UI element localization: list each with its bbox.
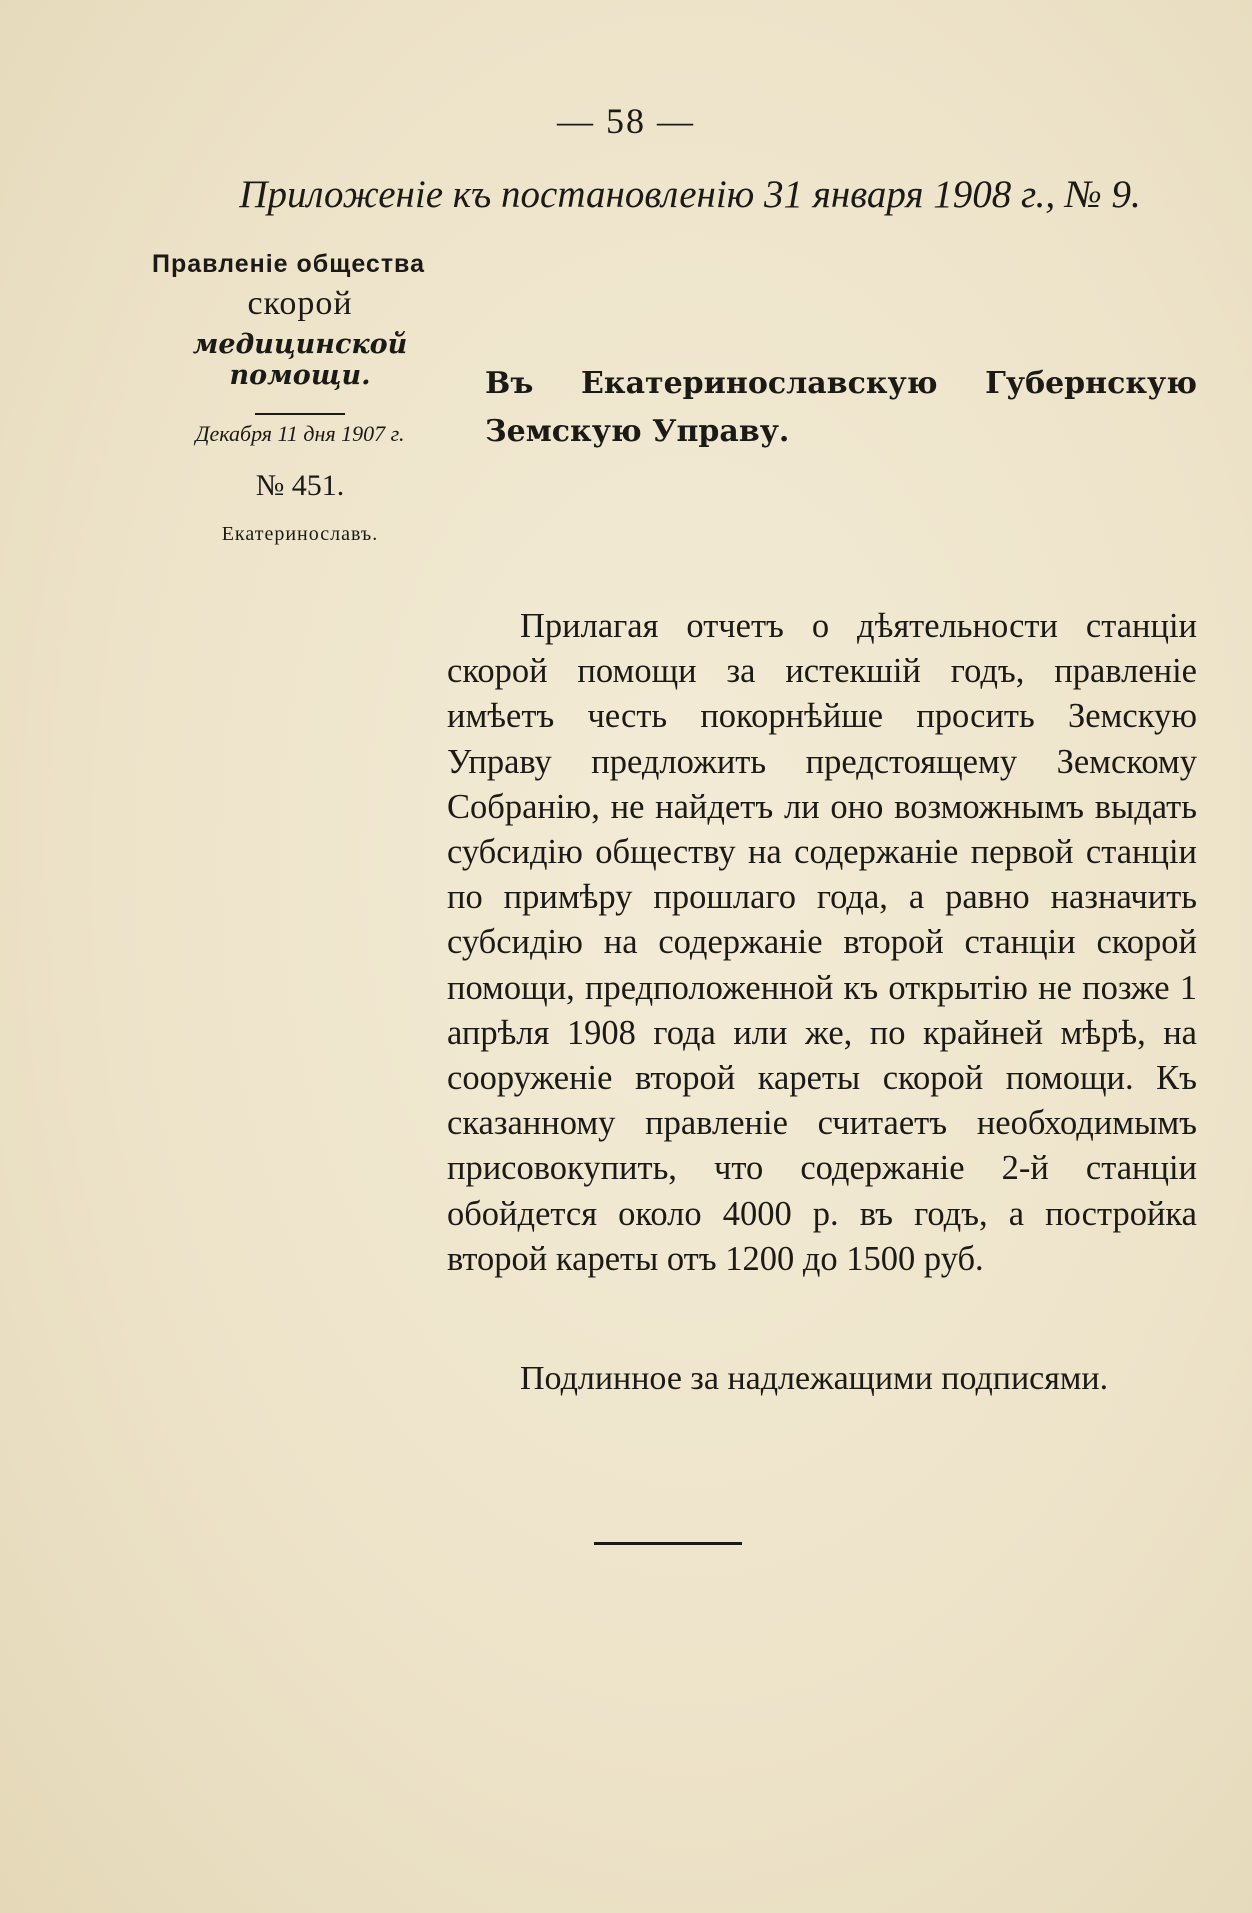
sender-org-line3: медицинской помощи. bbox=[192, 329, 408, 391]
sender-block bbox=[140, 250, 460, 546]
end-divider bbox=[594, 1542, 742, 1545]
sender-divider bbox=[255, 413, 345, 415]
closing-line: Подлинное за надлежащими подписями. bbox=[520, 1360, 1109, 1397]
addressee-line2: Земскую Управу. bbox=[485, 414, 790, 449]
document-number: № 451. bbox=[255, 469, 345, 502]
sender-city: Екатеринославъ. bbox=[221, 523, 379, 545]
sender-org-line2: скорой bbox=[247, 285, 353, 322]
addressee-line1: Въ Екатеринославскую Губернскую bbox=[485, 366, 1197, 401]
appendix-line: Приложенiе къ постановленiю 31 января 1908 г., № 9. bbox=[239, 173, 1141, 216]
addressee-block bbox=[485, 360, 1197, 456]
page-number: — 58 — bbox=[557, 101, 695, 141]
letter-body: Прилагая отчетъ о дѣятельности станцiи скорой помощи за истекшiй годъ, правленiе имѣетъ честь покорнѣйше просить Земскую Управу предложить предстоящему Земскому Собранiю, не найдетъ ли оно возможнымъ выдать субсидiю обществу на содержанiе первой станцiи по примѣру прошлаго года, а равно назначить субсидiю на содержанiе второй станцiи скорой помощи, предположенной къ открытiю не позже 1 апрѣля 1908 года или же, по крайней мѣрѣ, на сооруженiе второй кареты скорой помощи. Къ сказанному правленiе считаетъ необходимымъ присовокупить, что содержанiе 2-й станцiи обойдется около 4000 р. въ годъ, а постройка второй кареты отъ 1200 до 1500 руб. bbox=[447, 607, 1197, 1278]
sender-date: Декабря 11 дня 1907 г. bbox=[195, 421, 405, 446]
sender-org-line1: Правленiе общества bbox=[152, 250, 426, 278]
